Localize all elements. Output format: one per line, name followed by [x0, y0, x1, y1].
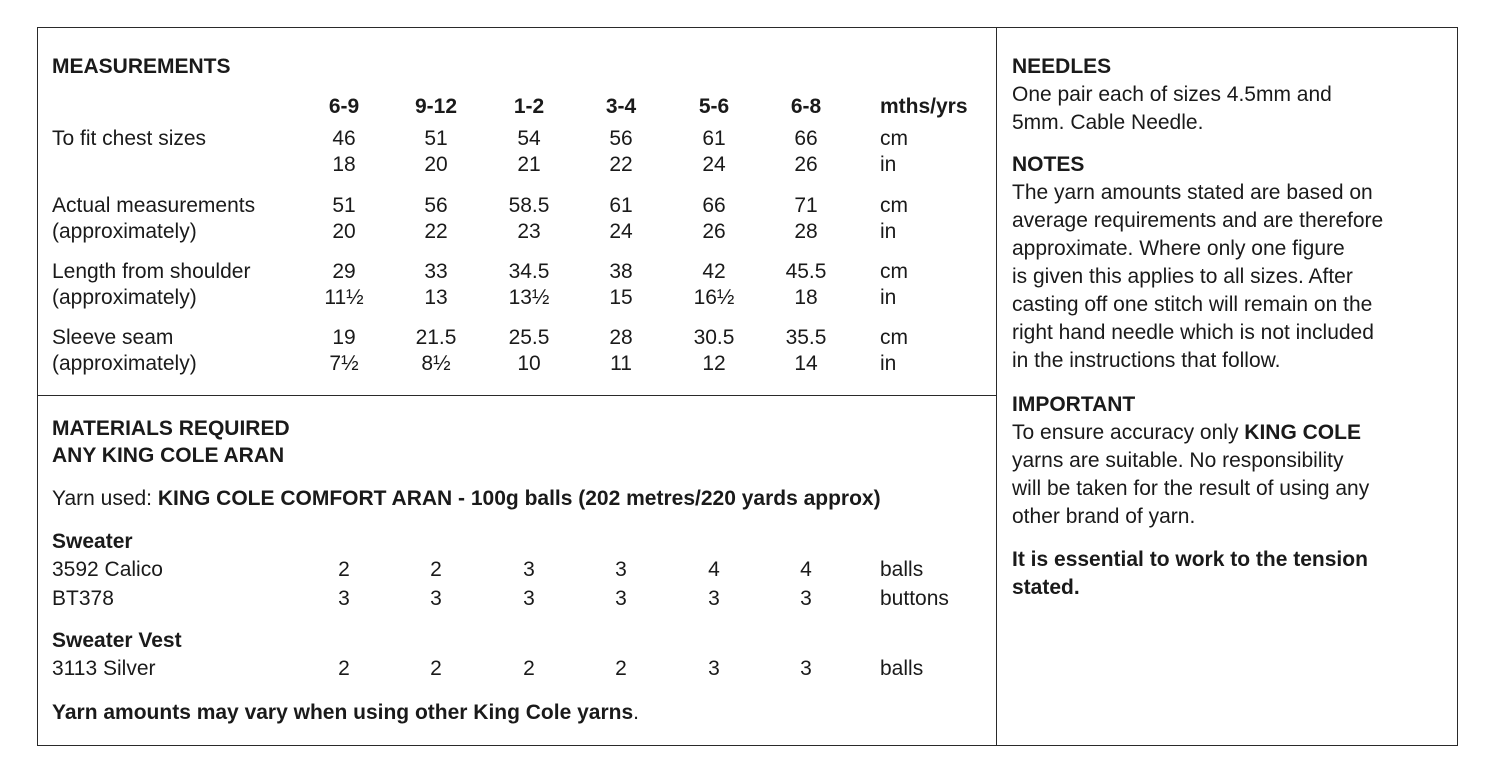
notes-heading: NOTES — [1012, 153, 1085, 176]
row-unit: in — [880, 220, 897, 243]
sweater-heading: Sweater — [52, 530, 133, 553]
cell-value: 58.5 — [508, 194, 550, 217]
row-unit: cm — [880, 194, 908, 217]
cell-value: 3 — [615, 587, 627, 610]
cell-value: 13 — [424, 286, 448, 309]
cell-value: 26 — [702, 220, 726, 243]
notes-line: in the instructions that follow. — [1012, 349, 1281, 372]
cell-value: 16½ — [693, 286, 735, 309]
notes-section — [1012, 151, 1452, 375]
cell-value: 15 — [609, 286, 633, 309]
important-line: yarns are suitable. No responsibility — [1012, 449, 1344, 472]
cell-value: 2 — [430, 657, 442, 680]
size-label: 1-2 — [513, 95, 545, 118]
needles-line: 5mm. Cable Needle. — [1012, 111, 1204, 134]
cell-value: 3 — [430, 587, 442, 610]
cell-value: 33 — [424, 260, 448, 283]
row-label: To fit chest sizes — [52, 127, 207, 150]
cell-value: 11 — [610, 352, 632, 375]
row-unit: in — [880, 153, 897, 176]
row-unit: in — [880, 286, 897, 309]
row-label: (approximately) — [52, 220, 197, 243]
important-line: other brand of yarn. — [1012, 505, 1196, 528]
needles-section — [1012, 53, 1452, 137]
important-prefix: To ensure accuracy only — [1012, 421, 1245, 444]
row-label: 3592 Calico — [52, 558, 163, 581]
footnote-period: . — [633, 701, 639, 724]
yarn-used-name: KING COLE COMFORT ARAN - 100g balls (202 metres/220 yards approx) — [157, 487, 881, 510]
important-line — [1012, 419, 1452, 447]
measurements-heading: MEASUREMENTS — [52, 55, 231, 78]
cell-value: 26 — [794, 153, 818, 176]
cell-value: 51 — [424, 127, 448, 150]
cell-value: 2 — [523, 657, 535, 680]
notes-line: right hand needle which is not included — [1012, 321, 1374, 344]
sweater-vest-heading: Sweater Vest — [52, 629, 182, 652]
cell-value: 20 — [332, 220, 356, 243]
cell-value: 35.5 — [785, 326, 827, 349]
row-unit: cm — [880, 127, 908, 150]
row-unit: in — [880, 352, 897, 375]
important-heading: IMPORTANT — [1012, 393, 1136, 416]
cell-value: 10 — [517, 352, 541, 375]
cell-value: 18 — [332, 153, 356, 176]
cell-value: 3 — [708, 657, 720, 680]
row-label: Length from shoulder — [52, 260, 251, 283]
cell-value: 21 — [517, 153, 541, 176]
cell-value: 13½ — [508, 286, 550, 309]
tension-line: It is essential to work to the tension — [1012, 548, 1368, 571]
size-unit: mths/yrs — [880, 95, 968, 118]
yarn-used-prefix: Yarn used: — [52, 487, 158, 510]
cell-value: 66 — [794, 127, 818, 150]
cell-value: 66 — [702, 194, 726, 217]
footnote-text: Yarn amounts may vary when using other King Cole yarns — [52, 701, 634, 724]
important-line: will be taken for the result of using any — [1012, 477, 1370, 500]
cell-value: 29 — [332, 260, 356, 283]
row-unit: buttons — [880, 587, 949, 610]
cell-value: 3 — [615, 558, 627, 581]
cell-value: 56 — [609, 127, 633, 150]
cell-value: 71 — [794, 194, 818, 217]
cell-value: 4 — [708, 558, 720, 581]
yarn-used-line — [52, 486, 881, 512]
brand-name: KING COLE — [1244, 421, 1361, 444]
row-label: (approximately) — [52, 352, 197, 375]
cell-value: 28 — [609, 326, 633, 349]
row-unit: cm — [880, 260, 908, 283]
cell-value: 4 — [800, 558, 812, 581]
cell-value: 20 — [424, 153, 448, 176]
materials-subheading: ANY KING COLE ARAN — [52, 444, 285, 467]
cell-value: 11½ — [324, 286, 364, 309]
row-unit: balls — [880, 558, 924, 581]
notes-line: The yarn amounts stated are based on — [1012, 181, 1373, 204]
tension-line: stated. — [1012, 576, 1080, 599]
cell-value: 8½ — [421, 352, 451, 375]
notes-line: casting off one stitch will remain on the — [1012, 293, 1373, 316]
cell-value: 2 — [615, 657, 627, 680]
cell-value: 3 — [523, 558, 535, 581]
cell-value: 28 — [794, 220, 818, 243]
cell-value: 38 — [609, 260, 633, 283]
row-label: 3113 Silver — [52, 657, 156, 680]
cell-value: 30.5 — [693, 326, 735, 349]
tension-note — [1012, 546, 1452, 602]
cell-value: 2 — [338, 558, 350, 581]
size-label: 9-12 — [414, 95, 458, 118]
row-unit: cm — [880, 326, 908, 349]
cell-value: 3 — [800, 587, 812, 610]
notes-line: approximate. Where only one figure — [1012, 237, 1345, 260]
cell-value: 3 — [523, 587, 535, 610]
cell-value: 61 — [702, 127, 726, 150]
cell-value: 45.5 — [785, 260, 827, 283]
yarn-amount-footnote — [52, 700, 639, 726]
cell-value: 46 — [332, 127, 356, 150]
size-label: 5-6 — [698, 95, 730, 118]
cell-value: 61 — [609, 194, 633, 217]
row-label: Sleeve seam — [52, 326, 174, 349]
row-label: (approximately) — [52, 286, 197, 309]
cell-value: 19 — [332, 326, 356, 349]
cell-value: 24 — [702, 153, 726, 176]
materials-heading: MATERIALS REQUIRED — [52, 417, 290, 440]
cell-value: 3 — [800, 657, 812, 680]
needles-heading: NEEDLES — [1012, 55, 1112, 78]
cell-value: 22 — [424, 220, 448, 243]
cell-value: 7½ — [329, 352, 359, 375]
cell-value: 23 — [517, 220, 541, 243]
cell-value: 2 — [430, 558, 442, 581]
cell-value: 54 — [517, 127, 541, 150]
material-row — [0, 656, 1500, 682]
cell-value: 42 — [702, 260, 726, 283]
cell-value: 18 — [794, 286, 818, 309]
row-label: BT378 — [52, 587, 114, 610]
cell-value: 22 — [609, 153, 633, 176]
cell-value: 12 — [702, 352, 726, 375]
notes-line: is given this applies to all sizes. After — [1012, 265, 1353, 288]
cell-value: 34.5 — [508, 260, 550, 283]
notes-line: average requirements and are therefore — [1012, 209, 1384, 232]
cell-value: 14 — [794, 352, 818, 375]
size-label: 6-9 — [328, 95, 360, 118]
cell-value: 24 — [609, 220, 633, 243]
section-divider — [37, 395, 997, 396]
important-section — [1012, 391, 1452, 531]
row-unit: balls — [880, 657, 924, 680]
size-label: 3-4 — [605, 95, 637, 118]
needles-line: One pair each of sizes 4.5mm and — [1012, 83, 1332, 106]
cell-value: 21.5 — [415, 326, 457, 349]
cell-value: 2 — [338, 657, 350, 680]
cell-value: 56 — [424, 194, 448, 217]
cell-value: 51 — [332, 194, 356, 217]
cell-value: 3 — [708, 587, 720, 610]
size-label: 6-8 — [790, 95, 822, 118]
cell-value: 25.5 — [508, 326, 550, 349]
row-label: Actual measurements — [52, 194, 256, 217]
cell-value: 3 — [338, 587, 350, 610]
